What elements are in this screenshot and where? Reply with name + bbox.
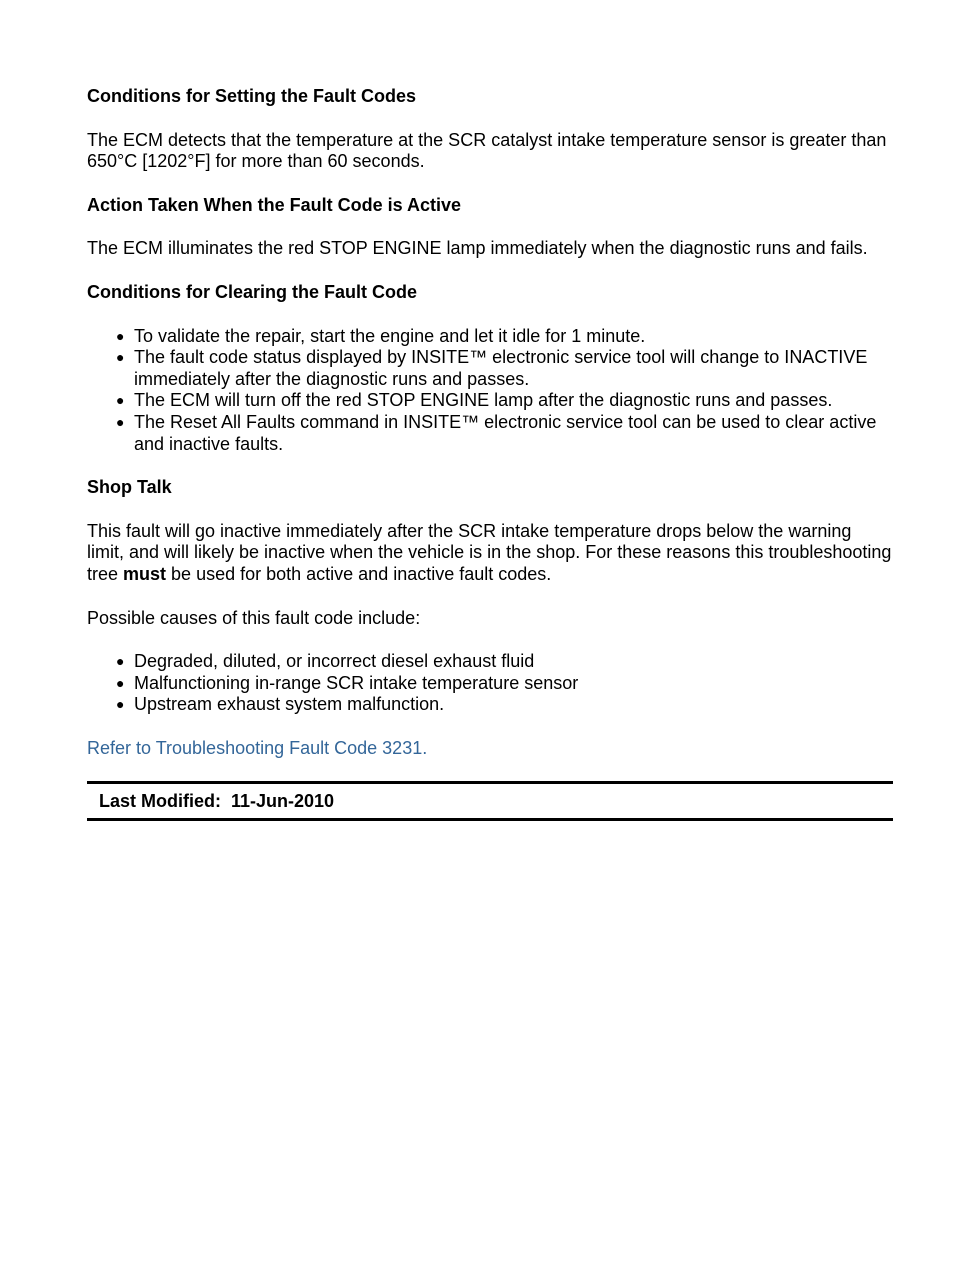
bullet-icon: ● <box>116 413 125 430</box>
shop-talk-text: This fault will go inactive immediately after the SCR intake temperature drops below the warning limit, and will likely be inactive when the vehicle is in the shop. For these reasons this troubleshooting tree must be used for both active and inactive fault codes. <box>87 520 892 584</box>
heading-setting-conditions: Conditions for Setting the Fault Codes <box>87 86 416 106</box>
action-taken-text: The ECM illuminates the red STOP ENGINE lamp immediately when the diagnostic runs and fails. <box>87 238 868 259</box>
list-item: ● Upstream exhaust system malfunction. <box>116 694 445 715</box>
bullet-icon: ● <box>116 349 125 366</box>
bullet-icon: ● <box>116 674 125 691</box>
heading-action-taken: Action Taken When the Fault Code is Active <box>87 194 462 215</box>
last-modified-date: 11-Jun-2010 <box>231 791 335 812</box>
troubleshooting-link[interactable]: Refer to Troubleshooting Fault Code 3231. <box>87 737 428 758</box>
possible-causes-list <box>87 651 893 716</box>
clearing-conditions-list <box>87 326 893 456</box>
list-item: ● Degraded, diluted, or incorrect diesel exhaust fluid <box>116 651 535 672</box>
heading-shop-talk: Shop Talk <box>87 477 172 498</box>
bullet-icon: ● <box>116 653 125 670</box>
list-item: ● Malfunctioning in-range SCR intake temperature sensor <box>116 672 579 693</box>
bullet-icon: ● <box>116 696 125 713</box>
bullet-icon: ● <box>116 392 125 409</box>
list-item: ● To validate the repair, start the engine and let it idle for 1 minute. <box>116 325 646 346</box>
last-modified-label: Last Modified: <box>99 791 221 812</box>
setting-conditions-text: The ECM detects that the temperature at the SCR catalyst intake temperature sensor is greater than 650°C [1202°F] for more than 60 seconds. <box>87 129 887 172</box>
list-item: ● The fault code status displayed by INSITE™ electronic service tool will change to INACTIVE immediately after the diagnostic runs and passes. <box>116 347 868 389</box>
last-modified-bar <box>87 781 893 821</box>
heading-clearing-conditions: Conditions for Clearing the Fault Code <box>87 281 417 302</box>
emphasis-must: must <box>123 563 167 584</box>
possible-causes-intro: Possible causes of this fault code include: <box>87 607 421 628</box>
document-page <box>87 86 893 821</box>
bullet-icon: ● <box>116 327 125 344</box>
list-item: ● The Reset All Faults command in INSITE™ electronic service tool can be used to clear active and inactive faults. <box>116 411 877 454</box>
list-item: ● The ECM will turn off the red STOP ENGINE lamp after the diagnostic runs and passes. <box>116 390 833 411</box>
